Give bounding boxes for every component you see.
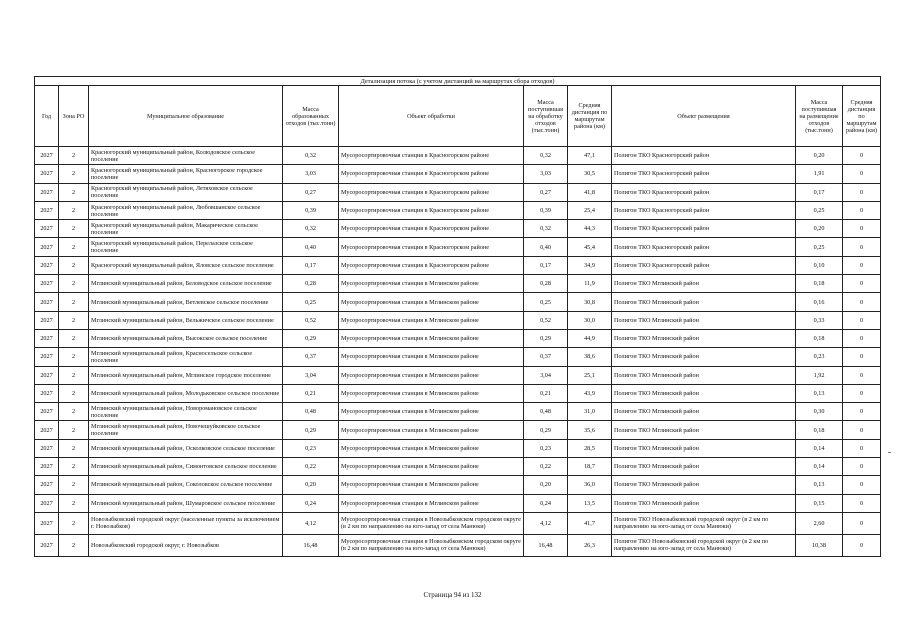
cell-zone: 2 [59, 220, 89, 238]
cell-generated-mass: 0,25 [283, 293, 339, 311]
cell-processing-mass: 0,17 [524, 256, 568, 274]
cell-year: 2027 [35, 384, 59, 402]
table-row [35, 183, 881, 201]
cell-generated-mass: 3,03 [283, 165, 339, 183]
cell-processing-distance: 25,1 [568, 366, 612, 384]
cell-municipality: Мглинский муниципальный район, Соколовское сельское поселение [89, 476, 283, 494]
cell-zone: 2 [59, 183, 89, 201]
cell-processing-mass: 0,32 [524, 220, 568, 238]
cell-disposal-object: Полигон ТКО Мглинский район [612, 403, 796, 421]
cell-municipality: Мглинский муниципальный район, Новочешуйковское сельское поселение [89, 421, 283, 439]
header-processing-object: Объект обработки [339, 86, 524, 147]
cell-processing-mass: 0,48 [524, 403, 568, 421]
cell-disposal-distance: 0 [843, 476, 881, 494]
cell-disposal-mass: 0,23 [796, 348, 843, 366]
cell-processing-object: Мусоросортировочная станция в Мглинском районе [339, 311, 524, 329]
cell-disposal-object: Полигон ТКО Красногорский район [612, 201, 796, 219]
cell-disposal-mass: 0,10 [796, 256, 843, 274]
cell-zone: 2 [59, 201, 89, 219]
cell-disposal-object: Полигон ТКО Мглинский район [612, 421, 796, 439]
cell-municipality: Новозыбковский городской округ (населенные пункты за исключением г. Новозыбков) [89, 512, 283, 534]
cell-municipality: Мглинский муниципальный район, Ветлевское сельское поселение [89, 293, 283, 311]
cell-disposal-distance: 0 [843, 534, 881, 556]
cell-processing-distance: 41,8 [568, 183, 612, 201]
cell-disposal-distance: 0 [843, 403, 881, 421]
cell-disposal-mass: 0,14 [796, 458, 843, 476]
cell-zone: 2 [59, 275, 89, 293]
table-row [35, 201, 881, 219]
cell-disposal-mass: 10,38 [796, 534, 843, 556]
cell-zone: 2 [59, 366, 89, 384]
cell-generated-mass: 0,40 [283, 238, 339, 256]
cell-disposal-object: Полигон ТКО Мглинский район [612, 384, 796, 402]
cell-zone: 2 [59, 311, 89, 329]
cell-disposal-object: Полигон ТКО Мглинский район [612, 329, 796, 347]
cell-year: 2027 [35, 311, 59, 329]
cell-disposal-object: Полигон ТКО Мглинский район [612, 494, 796, 512]
cell-disposal-distance: 0 [843, 220, 881, 238]
cell-zone: 2 [59, 534, 89, 556]
cell-disposal-object: Полигон ТКО Красногорский район [612, 147, 796, 165]
header-disposal-mass: Масса поступившая на размещение отходов (тыс.тонн) [796, 86, 843, 147]
cell-year: 2027 [35, 476, 59, 494]
cell-generated-mass: 0,29 [283, 329, 339, 347]
cell-disposal-distance: 0 [843, 311, 881, 329]
table-header-row [35, 86, 881, 147]
cell-year: 2027 [35, 403, 59, 421]
table-caption-row [35, 77, 881, 86]
cell-municipality: Мглинский муниципальный район, Мглинское городское поселение [89, 366, 283, 384]
header-disposal-distance: Средняя дистанция по маршрутам района (км) [843, 86, 881, 147]
table-row [35, 238, 881, 256]
cell-zone: 2 [59, 165, 89, 183]
cell-disposal-mass: 1,92 [796, 366, 843, 384]
cell-disposal-mass: 0,17 [796, 183, 843, 201]
cell-year: 2027 [35, 147, 59, 165]
cell-municipality: Мглинский муниципальный район, Красносельское сельское поселение [89, 348, 283, 366]
cell-zone: 2 [59, 384, 89, 402]
cell-processing-object: Мусоросортировочная станция в Мглинском районе [339, 421, 524, 439]
cell-generated-mass: 0,52 [283, 311, 339, 329]
cell-generated-mass: 16,48 [283, 534, 339, 556]
cell-disposal-object: Полигон ТКО Мглинский район [612, 275, 796, 293]
cell-processing-mass: 0,29 [524, 421, 568, 439]
table-body [35, 147, 881, 557]
cell-processing-object: Мусоросортировочная станция в Мглинском районе [339, 329, 524, 347]
cell-generated-mass: 0,17 [283, 256, 339, 274]
cell-generated-mass: 3,04 [283, 366, 339, 384]
page-number: Страница 94 из 132 [423, 591, 482, 599]
cell-processing-distance: 36,0 [568, 476, 612, 494]
cell-processing-mass: 0,27 [524, 183, 568, 201]
flow-detail-table [34, 76, 881, 557]
cell-generated-mass: 0,29 [283, 421, 339, 439]
cell-zone: 2 [59, 348, 89, 366]
cell-disposal-distance: 0 [843, 238, 881, 256]
cell-processing-distance: 11,9 [568, 275, 612, 293]
table-row [35, 384, 881, 402]
cell-year: 2027 [35, 494, 59, 512]
cell-zone: 2 [59, 458, 89, 476]
table-row [35, 275, 881, 293]
cell-disposal-mass: 0,13 [796, 476, 843, 494]
cell-disposal-mass: 0,30 [796, 403, 843, 421]
cell-generated-mass: 0,21 [283, 384, 339, 402]
cell-year: 2027 [35, 201, 59, 219]
cell-municipality: Мглинский муниципальный район, Новоромановское сельское поселение [89, 403, 283, 421]
cell-disposal-object: Полигон ТКО Красногорский район [612, 256, 796, 274]
table-row [35, 421, 881, 439]
cell-processing-object: Мусоросортировочная станция в Красногорском районе [339, 201, 524, 219]
cell-municipality: Мглинский муниципальный район, Осколковское сельское поселение [89, 439, 283, 457]
cell-disposal-mass: 0,15 [796, 494, 843, 512]
cell-disposal-mass: 0,20 [796, 220, 843, 238]
cell-processing-distance: 35,6 [568, 421, 612, 439]
cell-processing-mass: 0,23 [524, 439, 568, 457]
cell-processing-mass: 0,37 [524, 348, 568, 366]
cell-generated-mass: 0,32 [283, 220, 339, 238]
cell-generated-mass: 0,20 [283, 476, 339, 494]
table-row [35, 256, 881, 274]
cell-year: 2027 [35, 238, 59, 256]
cell-generated-mass: 4,12 [283, 512, 339, 534]
cell-municipality: Красногорский муниципальный район, Перелазское сельское поселение [89, 238, 283, 256]
cell-disposal-object: Полигон ТКО Мглинский район [612, 366, 796, 384]
cell-municipality: Красногорский муниципальный район, Летяховское сельское поселение [89, 183, 283, 201]
cell-processing-mass: 0,52 [524, 311, 568, 329]
header-generated-mass: Масса образованных отходов (тыс.тонн) [283, 86, 339, 147]
cell-processing-mass: 0,40 [524, 238, 568, 256]
cell-municipality: Красногорский муниципальный район, Макарическое сельское поселение [89, 220, 283, 238]
cell-disposal-object: Полигон ТКО Мглинский район [612, 458, 796, 476]
cell-processing-object: Мусоросортировочная станция в Красногорском районе [339, 147, 524, 165]
cell-year: 2027 [35, 421, 59, 439]
cell-municipality: Красногорский муниципальный район, Колюдовское сельское поселение [89, 147, 283, 165]
cell-zone: 2 [59, 494, 89, 512]
cell-zone: 2 [59, 439, 89, 457]
cell-processing-distance: 25,4 [568, 201, 612, 219]
cell-disposal-mass: 0,25 [796, 201, 843, 219]
cell-disposal-distance: 0 [843, 165, 881, 183]
cell-disposal-distance: 0 [843, 348, 881, 366]
table-row [35, 494, 881, 512]
cell-disposal-distance: 0 [843, 256, 881, 274]
cell-processing-mass: 0,22 [524, 458, 568, 476]
cell-municipality: Мглинский муниципальный район, Шумаровское сельское поселение [89, 494, 283, 512]
cell-zone: 2 [59, 403, 89, 421]
cell-disposal-mass: 0,14 [796, 439, 843, 457]
cell-processing-distance: 13,5 [568, 494, 612, 512]
cell-processing-distance: 45,4 [568, 238, 612, 256]
cell-year: 2027 [35, 348, 59, 366]
cell-processing-mass: 0,20 [524, 476, 568, 494]
table-row [35, 366, 881, 384]
header-disposal-object: Объект размещения [612, 86, 796, 147]
cell-processing-distance: 30,8 [568, 293, 612, 311]
header-processing-mass: Масса поступившая на обработку отходов (тыс.тонн) [524, 86, 568, 147]
cell-generated-mass: 0,32 [283, 147, 339, 165]
cell-disposal-distance: 0 [843, 366, 881, 384]
cell-disposal-object: Полигон ТКО Красногорский район [612, 165, 796, 183]
cell-processing-mass: 0,29 [524, 329, 568, 347]
header-municipality: Муниципальное образование [89, 86, 283, 147]
table-caption: Детализация потока (с учетом дистанций на маршрутах сбора отходов) [35, 77, 881, 86]
table-row [35, 293, 881, 311]
cell-processing-object: Мусоросортировочная станция в Мглинском районе [339, 403, 524, 421]
cell-disposal-distance: 0 [843, 421, 881, 439]
cell-disposal-object: Полигон ТКО Мглинский район [612, 348, 796, 366]
cell-processing-distance: 44,3 [568, 220, 612, 238]
cell-disposal-mass: 0,18 [796, 421, 843, 439]
cell-zone: 2 [59, 512, 89, 534]
cell-disposal-object: Полигон ТКО Красногорский район [612, 183, 796, 201]
cell-processing-object: Мусоросортировочная станция в Мглинском районе [339, 384, 524, 402]
cell-disposal-mass: 0,20 [796, 147, 843, 165]
cell-municipality: Красногорский муниципальный район, Любовшанское сельское поселение [89, 201, 283, 219]
cell-disposal-mass: 0,13 [796, 384, 843, 402]
cell-municipality: Мглинский муниципальный район, Симонтовское сельское поселение [89, 458, 283, 476]
cell-municipality: Мглинский муниципальный район, Вельжичское сельское поселение [89, 311, 283, 329]
cell-processing-object: Мусоросортировочная станция в Мглинском районе [339, 439, 524, 457]
cell-year: 2027 [35, 366, 59, 384]
cell-disposal-distance: 0 [843, 458, 881, 476]
cell-processing-distance: 34,9 [568, 256, 612, 274]
cell-processing-distance: 31,0 [568, 403, 612, 421]
cell-disposal-object: Полигон ТКО Красногорский район [612, 220, 796, 238]
cell-disposal-mass: 0,25 [796, 238, 843, 256]
cell-municipality: Красногорский муниципальный район, Красногорское городское поселение [89, 165, 283, 183]
cell-processing-mass: 0,24 [524, 494, 568, 512]
cell-processing-distance: 28,5 [568, 439, 612, 457]
table-row [35, 439, 881, 457]
cell-zone: 2 [59, 238, 89, 256]
cell-disposal-mass: 2,60 [796, 512, 843, 534]
cell-processing-object: Мусоросортировочная станция в Мглинском районе [339, 348, 524, 366]
cell-processing-object: Мусоросортировочная станция в Мглинском районе [339, 366, 524, 384]
cell-disposal-distance: 0 [843, 183, 881, 201]
cell-processing-object: Мусоросортировочная станция в Новозыбковском городском округе (в 2 км по направлению на юго-запад от села Манюки) [339, 534, 524, 556]
cell-disposal-distance: 0 [843, 329, 881, 347]
cell-processing-object: Мусоросортировочная станция в Мглинском районе [339, 293, 524, 311]
cell-year: 2027 [35, 256, 59, 274]
cell-processing-object: Мусоросортировочная станция в Мглинском районе [339, 494, 524, 512]
cell-generated-mass: 0,27 [283, 183, 339, 201]
cell-processing-mass: 0,21 [524, 384, 568, 402]
header-zone: Зона РО [59, 86, 89, 147]
cell-processing-mass: 16,48 [524, 534, 568, 556]
cell-year: 2027 [35, 329, 59, 347]
cell-disposal-distance: 0 [843, 275, 881, 293]
table-row [35, 403, 881, 421]
cell-zone: 2 [59, 476, 89, 494]
cell-generated-mass: 0,48 [283, 403, 339, 421]
table-row [35, 476, 881, 494]
cell-processing-mass: 4,12 [524, 512, 568, 534]
cell-municipality: Мглинский муниципальный район, Молодьковское сельское поселение [89, 384, 283, 402]
cell-disposal-mass: 0,18 [796, 329, 843, 347]
cell-municipality: Красногорский муниципальный район, Яловское сельское поселение [89, 256, 283, 274]
cell-processing-mass: 0,32 [524, 147, 568, 165]
cell-processing-distance: 26,3 [568, 534, 612, 556]
cell-zone: 2 [59, 147, 89, 165]
cell-processing-object: Мусоросортировочная станция в Красногорском районе [339, 220, 524, 238]
cell-processing-object: Мусоросортировочная станция в Новозыбковском городском округе (в 2 км по направлению на юго-запад от села Манюки) [339, 512, 524, 534]
cell-year: 2027 [35, 439, 59, 457]
table-row [35, 311, 881, 329]
cell-disposal-distance: 0 [843, 147, 881, 165]
cell-disposal-object: Полигон ТКО Мглинский район [612, 311, 796, 329]
cell-disposal-object: Полигон ТКО Красногорский район [612, 238, 796, 256]
cell-disposal-distance: 0 [843, 512, 881, 534]
cell-generated-mass: 0,28 [283, 275, 339, 293]
cell-disposal-mass: 0,33 [796, 311, 843, 329]
cell-disposal-distance: 0 [843, 494, 881, 512]
cell-processing-object: Мусоросортировочная станция в Мглинском районе [339, 275, 524, 293]
cell-processing-distance: 30,0 [568, 311, 612, 329]
cell-municipality: Новозыбковский городской округ, г. Новозыбков [89, 534, 283, 556]
cell-generated-mass: 0,39 [283, 201, 339, 219]
table-row [35, 165, 881, 183]
cell-processing-mass: 3,03 [524, 165, 568, 183]
cell-disposal-distance: 0 [843, 201, 881, 219]
cell-year: 2027 [35, 183, 59, 201]
cell-processing-mass: 0,25 [524, 293, 568, 311]
cell-zone: 2 [59, 256, 89, 274]
cell-processing-object: Мусоросортировочная станция в Мглинском районе [339, 476, 524, 494]
header-year: Год [35, 86, 59, 147]
cell-municipality: Мглинский муниципальный район, Беловодское сельское поселение [89, 275, 283, 293]
cell-disposal-object: Полигон ТКО Новозыбковский городской округ (в 2 км по направлению на юго-запад от села Манюки) [612, 512, 796, 534]
cell-disposal-object: Полигон ТКО Новозыбковский городской округ (в 2 км по направлению на юго-запад от села Манюки) [612, 534, 796, 556]
cell-processing-object: Мусоросортировочная станция в Красногорском районе [339, 238, 524, 256]
cell-generated-mass: 0,23 [283, 439, 339, 457]
cell-disposal-object: Полигон ТКО Мглинский район [612, 476, 796, 494]
scan-speck [888, 452, 891, 453]
cell-processing-object: Мусоросортировочная станция в Красногорском районе [339, 183, 524, 201]
cell-processing-object: Мусоросортировочная станция в Красногорском районе [339, 165, 524, 183]
cell-disposal-object: Полигон ТКО Мглинский район [612, 439, 796, 457]
table-row [35, 348, 881, 366]
table-row [35, 220, 881, 238]
cell-generated-mass: 0,37 [283, 348, 339, 366]
cell-year: 2027 [35, 512, 59, 534]
cell-year: 2027 [35, 220, 59, 238]
cell-processing-distance: 44,9 [568, 329, 612, 347]
cell-disposal-distance: 0 [843, 439, 881, 457]
cell-processing-object: Мусоросортировочная станция в Мглинском районе [339, 458, 524, 476]
cell-year: 2027 [35, 534, 59, 556]
table-row [35, 329, 881, 347]
cell-generated-mass: 0,24 [283, 494, 339, 512]
cell-processing-distance: 38,6 [568, 348, 612, 366]
cell-generated-mass: 0,22 [283, 458, 339, 476]
table-row [35, 458, 881, 476]
cell-municipality: Мглинский муниципальный район, Высокское сельское поселение [89, 329, 283, 347]
cell-processing-distance: 18,7 [568, 458, 612, 476]
cell-disposal-mass: 0,18 [796, 275, 843, 293]
cell-processing-object: Мусоросортировочная станция в Красногорском районе [339, 256, 524, 274]
cell-processing-distance: 47,1 [568, 147, 612, 165]
cell-year: 2027 [35, 293, 59, 311]
cell-processing-mass: 0,39 [524, 201, 568, 219]
cell-disposal-object: Полигон ТКО Мглинский район [612, 293, 796, 311]
table-row [35, 512, 881, 534]
cell-year: 2027 [35, 275, 59, 293]
cell-year: 2027 [35, 458, 59, 476]
cell-zone: 2 [59, 421, 89, 439]
cell-disposal-distance: 0 [843, 384, 881, 402]
table-row [35, 534, 881, 556]
cell-disposal-mass: 0,16 [796, 293, 843, 311]
cell-processing-distance: 30,5 [568, 165, 612, 183]
header-processing-distance: Средняя дистанция по маршрутам района (км) [568, 86, 612, 147]
cell-disposal-distance: 0 [843, 293, 881, 311]
cell-processing-distance: 43,9 [568, 384, 612, 402]
cell-processing-distance: 41,7 [568, 512, 612, 534]
cell-processing-mass: 3,04 [524, 366, 568, 384]
cell-disposal-mass: 1,91 [796, 165, 843, 183]
cell-year: 2027 [35, 165, 59, 183]
cell-zone: 2 [59, 293, 89, 311]
cell-processing-mass: 0,28 [524, 275, 568, 293]
cell-zone: 2 [59, 329, 89, 347]
table-row [35, 147, 881, 165]
